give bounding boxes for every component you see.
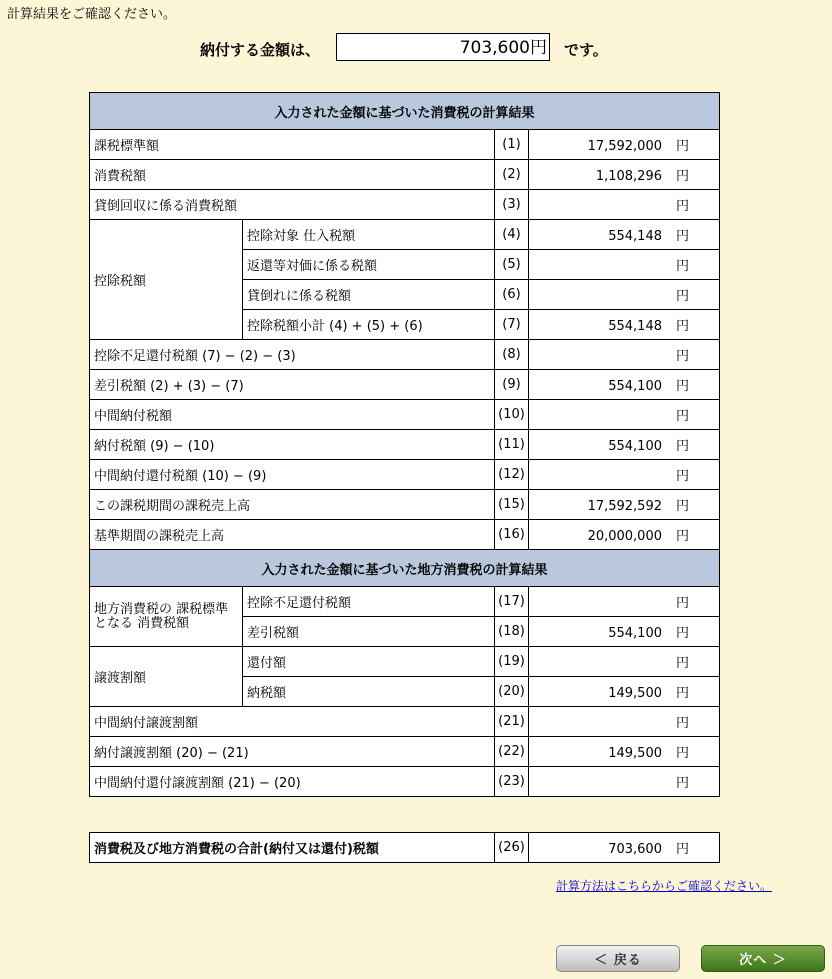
table-row: 消費税及び地方消費税の合計(納付又は還付)税額 (26) 703,600 円 bbox=[90, 833, 720, 863]
table-row: 控除税額小計 (4) + (5) + (6) (7) 554,148 円 bbox=[90, 310, 720, 340]
table-row: 貸倒れに係る税額 (6) 円 bbox=[90, 280, 720, 310]
base-group-label: 地方消費税の 課税標準となる 消費税額 bbox=[90, 587, 243, 647]
calculation-method-link[interactable]: 計算方法はこちらからご確認ください。 bbox=[556, 879, 773, 893]
next-button[interactable]: 次へ ＞ bbox=[701, 945, 825, 972]
table-row: この課税期間の課税売上高 (15) 17,592,592 円 bbox=[90, 490, 720, 520]
table-row: 返還等対価に係る税額 (5) 円 bbox=[90, 250, 720, 280]
total-value: 703,600 bbox=[608, 842, 662, 857]
deduction-group-label: 控除税額 bbox=[90, 220, 243, 340]
table-row: 差引税額 (2) + (3) − (7) (9) 554,100 円 bbox=[90, 370, 720, 400]
table-row: 差引税額 (18) 554,100 円 bbox=[90, 617, 720, 647]
amount-suffix: です。 bbox=[564, 41, 608, 59]
amount-summary bbox=[0, 33, 832, 63]
table-row: 納付譲渡割額 (20) − (21) (22) 149,500 円 bbox=[90, 737, 720, 767]
table-row: 課税標準額 (1) 17,592,000 円 bbox=[90, 130, 720, 160]
table-row: 中間納付税額 (10) 円 bbox=[90, 400, 720, 430]
table-row: 基準期間の課税売上高 (16) 20,000,000 円 bbox=[90, 520, 720, 550]
amount-display: 703,600円 bbox=[336, 33, 550, 61]
total-tax-table bbox=[89, 832, 720, 863]
back-button[interactable]: ＜ 戻る bbox=[556, 945, 680, 972]
table-row: 譲渡割額 還付額 (19) 円 bbox=[90, 647, 720, 677]
table-row: 納付税額 (9) − (10) (11) 554,100 円 bbox=[90, 430, 720, 460]
table-row: 中間納付還付譲渡割額 (21) − (20) (23) 円 bbox=[90, 767, 720, 797]
table-header: 入力された金額に基づいた地方消費税の計算結果 bbox=[90, 550, 720, 587]
table-row: 貸倒回収に係る消費税額 (3) 円 bbox=[90, 190, 720, 220]
table-row: 消費税額 (2) 1,108,296 円 bbox=[90, 160, 720, 190]
table-row: 控除税額 控除対象 仕入税額 (4) 554,148 円 bbox=[90, 220, 720, 250]
consumption-tax-table bbox=[89, 92, 720, 797]
notice-text: 計算結果をご確認ください。 bbox=[7, 7, 177, 22]
table-row: 中間納付還付税額 (10) − (9) (12) 円 bbox=[90, 460, 720, 490]
table-row: 納税額 (20) 149,500 円 bbox=[90, 677, 720, 707]
table-header: 入力された金額に基づいた消費税の計算結果 bbox=[90, 93, 720, 130]
table-row: 控除不足還付税額 (7) − (2) − (3) (8) 円 bbox=[90, 340, 720, 370]
total-label: 消費税及び地方消費税の合計(納付又は還付)税額 bbox=[90, 833, 495, 863]
transfer-group-label: 譲渡割額 bbox=[90, 647, 243, 707]
table-row: 地方消費税の 課税標準となる 消費税額 控除不足還付税額 (17) 円 bbox=[90, 587, 720, 617]
table-row: 中間納付譲渡割額 (21) 円 bbox=[90, 707, 720, 737]
amount-label: 納付する金額は、 bbox=[200, 41, 321, 59]
